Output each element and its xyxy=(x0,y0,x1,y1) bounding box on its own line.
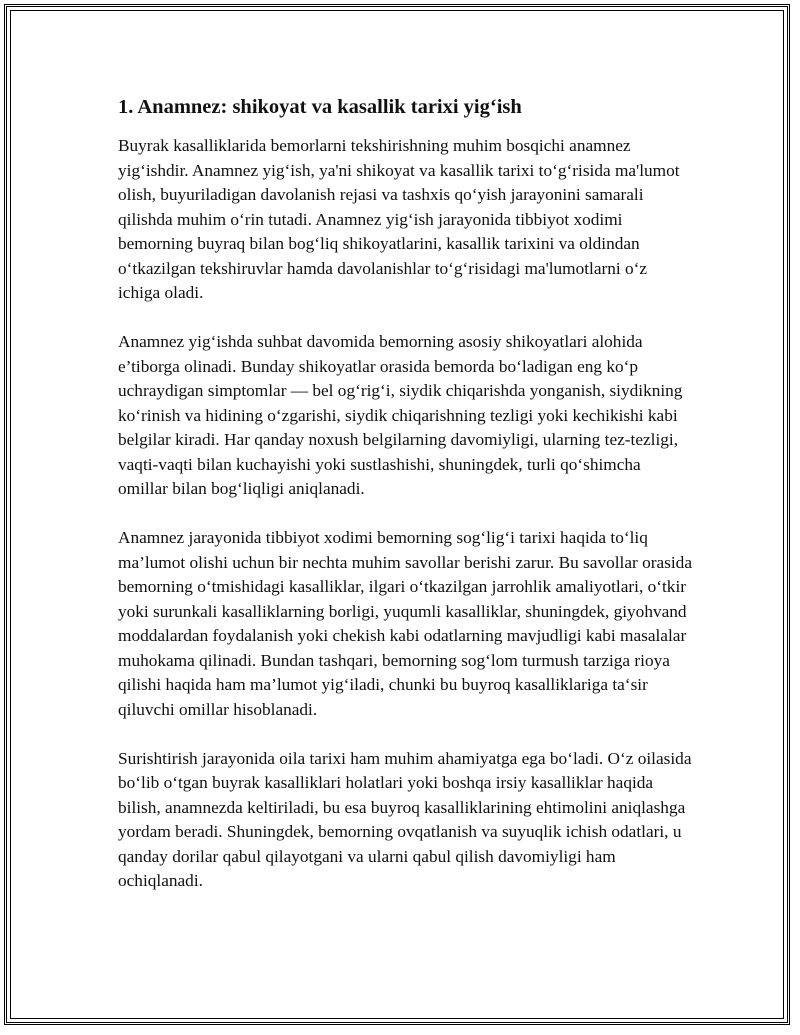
paragraph-4: Surishtirish jarayonida oila tarixi ham muhim ahamiyatga ega bo‘ladi. O‘z oilasida bo‘lib o‘tgan buyrak kasalliklari holatlari yoki boshqa irsiy kasalliklar haqida bilish, anamnezda keltiriladi, bu esa buyroq kasalliklarining ehtimolini aniqlashga yordam beradi. Shuningdek, bemorning ovqatlanish va suyuqlik ichish odatlari, u qanday dorilar qabul qilayotgani va ularni qabul qilish davomiyligi ham ochiqlanadi. xyxy=(118,748,692,890)
paragraph-3: Anamnez jarayonida tibbiyot xodimi bemorning sog‘lig‘i tarixi haqida to‘liq ma’lumot olishi uchun bir nechta muhim savollar berishi zarur. Bu savollar orasida bemorning o‘tmishidagi kasalliklar, ilgari o‘tkazilgan jarrohlik amaliyotlari, o‘tkir yoki surunkali kasalliklarning borligi, yuqumli kasalliklar, shuningdek, giyohvand moddalardan foydalanish yoki chekish kabi odatlarning mavjudligi kabi masalalar muhokama qilinadi. Bundan tashqari, bemorning sog‘lom turmush tarziga rioya qilishi haqida ham ma’lumot yig‘iladi, chunki bu buyroq kasalliklariga ta‘sir qiluvchi omillar hisoblanadi. xyxy=(118,528,692,719)
document-body xyxy=(118,94,693,918)
section-heading: 1. Anamnez: shikoyat va kasallik tarixi yig‘ish xyxy=(118,96,522,118)
paragraph-1: Buyrak kasalliklarida bemorlarni tekshirishning muhim bosqichi anamnez yig‘ishdir. Anamnez yig‘ish, ya'ni shikoyat va kasallik tarixi to‘g‘risida ma'lumot olish, buyuriladigan davolanish rejasi va tashxis qo‘yish jarayonini samarali qilishda muhim o‘rin tutadi. Anamnez yig‘ish jarayonida tibbiyot xodimi bemorning buyraq bilan bog‘liq shikoyatlarini, kasallik tarixini va oldindan o‘tkazilgan tekshiruvlar hamda davolanishlar to‘g‘risidagi ma'lumotlarni o‘z ichiga oladi. xyxy=(118,136,680,302)
paragraph-2: Anamnez yig‘ishda suhbat davomida bemorning asosiy shikoyatlari alohida e’tiborga olinadi. Bunday shikoyatlar orasida bemorda bo‘ladigan eng ko‘p uchraydigan simptomlar — bel og‘rig‘i, siydik chiqarishda yonganish, siydikning ko‘rinish va hidining o‘zgarishi, siydik chiqarishning tezligi yoki kechikishi kabi belgilar kiradi. Har qanday noxush belgilarning davomiyligi, ularning tez-tezligi, vaqti-vaqti bilan kuchayishi yoki sustlashishi, shuningdek, turli qo‘shimcha omillar bilan bog‘liqligi aniqlanadi. xyxy=(118,332,683,498)
